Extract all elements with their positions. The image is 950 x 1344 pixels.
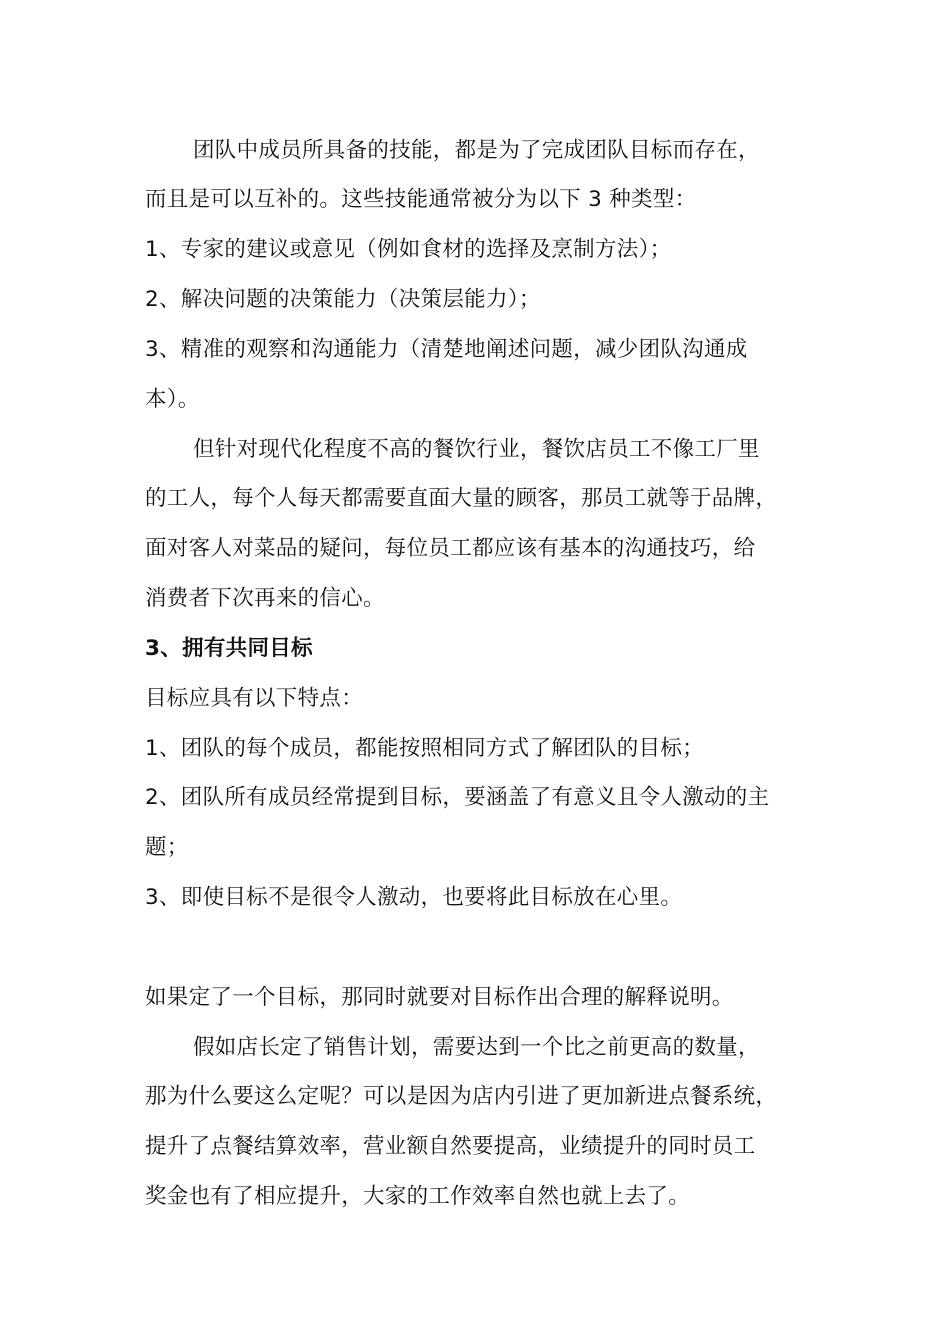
paragraph-line: 但针对现代化程度不高的餐饮行业，餐饮店员工不像工厂里 (193, 437, 760, 462)
paragraph-line: 目标应具有以下特点： (145, 686, 364, 711)
list-item: 1、团队的每个成员，都能按照相同方式了解团队的目标； (145, 736, 704, 761)
paragraph-line: 如果定了一个目标，那同时就要对目标作出合理的解释说明。 (145, 985, 734, 1010)
list-item: 3、即使目标不是很令人激动，也要将此目标放在心里。 (145, 885, 683, 910)
list-item-continuation: 本）。 (145, 387, 200, 412)
paragraph-line: 面对客人对菜品的疑问，每位员工都应该有基本的沟通技巧，给 (145, 536, 756, 561)
list-item: 2、团队所有成员经常提到目标，要涵盖了有意义且令人激动的主 (145, 785, 770, 810)
list-item-continuation: 题； (145, 835, 189, 860)
paragraph-line: 假如店长定了销售计划，需要达到一个比之前更高的数量， (193, 1035, 760, 1060)
paragraph-line: 团队中成员所具备的技能，都是为了完成团队目标而存在， (193, 138, 760, 163)
paragraph-line: 奖金也有了相应提升，大家的工作效率自然也就上去了。 (145, 1184, 691, 1209)
paragraph-line: 提升了点餐结算效率，营业额自然要提高，业绩提升的同时员工 (145, 1134, 756, 1159)
paragraph-line: 的工人，每个人每天都需要直面大量的顾客，那员工就等于品牌， (145, 486, 778, 511)
paragraph-line: 消费者下次再来的信心。 (145, 586, 385, 611)
list-item: 2、解决问题的决策能力（决策层能力）； (145, 287, 541, 312)
list-item: 3、精准的观察和沟通能力（清楚地阐述问题，减少团队沟通成 (145, 337, 748, 362)
paragraph-line: 而且是可以互补的。这些技能通常被分为以下 3 种类型： (145, 187, 697, 212)
paragraph-line: 那为什么要这么定呢？可以是因为店内引进了更加新进点餐系统， (145, 1084, 778, 1109)
section-heading: 3、拥有共同目标 (145, 636, 313, 661)
list-item: 1、专家的建议或意见（例如食材的选择及烹制方法）； (145, 237, 672, 262)
